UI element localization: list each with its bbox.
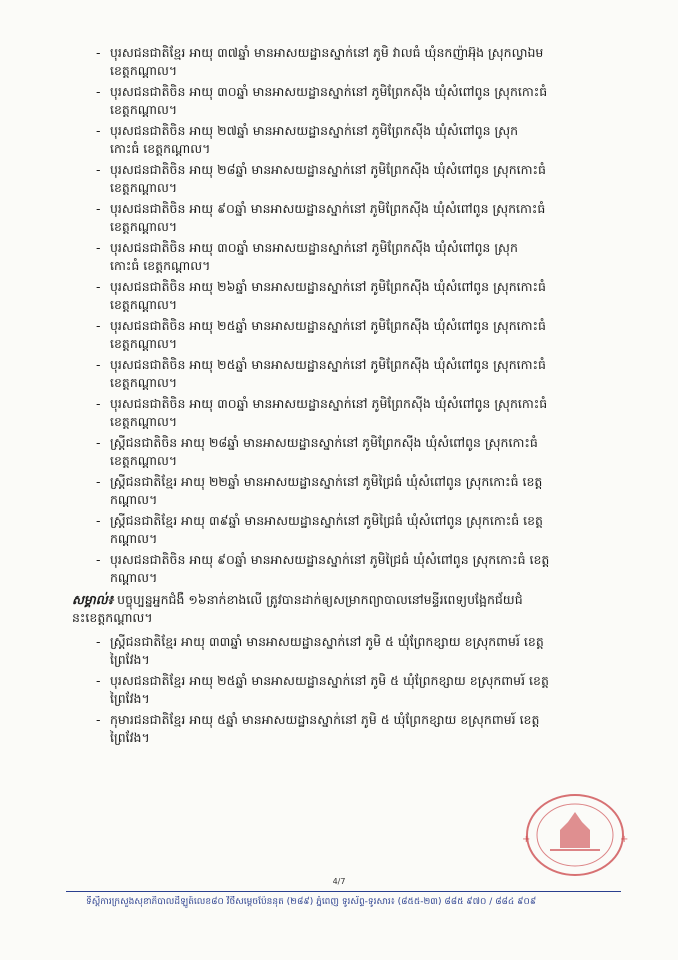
item-line-2: កណ្ដាល។ — [110, 531, 158, 546]
item-line-1: បុរសជនជាតិចិន អាយុ ២៦ឆ្នាំ មានអាសយដ្ឋានស្នាក់នៅ ភូមិព្រែកស៊ីង ឃុំសំពៅពូន ស្រុកកោះធំ — [110, 279, 546, 294]
item-line-1: ស្ត្រីជនជាតិខ្មែរ អាយុ ៣៣ឆ្នាំ មានអាសយដ្ឋានស្នាក់នៅ ភូមិ ៥ ឃុំព្រែកខ្សាយ ខស្រុកពាមរ៍ ខេត្ត — [110, 634, 544, 649]
bullet-dash: - — [96, 201, 101, 216]
item-line-2: ខេត្តកណ្ដាល។ — [110, 219, 178, 234]
list-item — [96, 672, 616, 708]
bullet-dash: - — [96, 474, 101, 489]
list-item — [96, 317, 616, 353]
item-line-1: បុរសជនជាតិចិន អាយុ ២៧ឆ្នាំ មានអាសយដ្ឋានស្នាក់នៅ ភូមិព្រែកស៊ីង ឃុំសំពៅពូន ស្រុក — [110, 123, 519, 138]
item-line-1: បុរសជនជាតិចិន អាយុ ៣០ឆ្នាំ មានអាសយដ្ឋានស្នាក់នៅ ភូមិព្រែកស៊ីង ឃុំសំពៅពូន ស្រុកកោះធំ — [110, 84, 548, 99]
bullet-dash: - — [96, 552, 101, 567]
list-item — [96, 434, 616, 470]
bullet-dash: - — [96, 240, 101, 255]
bullet-dash: - — [96, 279, 101, 294]
bullet-dash: - — [96, 634, 101, 649]
item-line-1: បុរសជនជាតិចិន អាយុ ៣០ឆ្នាំ មានអាសយដ្ឋានស្នាក់នៅ ភូមិព្រែកស៊ីង ឃុំសំពៅពូន ស្រុក — [110, 240, 518, 255]
item-line-2: កោះធំ ខេត្តកណ្ដាល។ — [110, 258, 211, 273]
list-item — [96, 356, 616, 392]
note-text-continued: នះខេត្តកណ្ដាល។ — [72, 610, 153, 625]
note-label: សម្គាល់៖ — [72, 592, 114, 607]
list-item — [96, 551, 616, 587]
item-line-2: ខេត្តកណ្ដាល។ — [110, 180, 178, 195]
item-line-2: ព្រៃវែង។ — [110, 691, 150, 706]
item-line-2: កោះធំ ខេត្តកណ្ដាល។ — [110, 141, 211, 156]
case-list-after-note — [96, 633, 616, 747]
item-line-1: បុរសជនជាតិចិន អាយុ ២៥ឆ្នាំ មានអាសយដ្ឋានស្នាក់នៅ ភូមិព្រែកស៊ីង ឃុំសំពៅពូន ស្រុកកោះធំ — [110, 357, 546, 372]
list-item — [96, 278, 616, 314]
bullet-dash: - — [96, 513, 101, 528]
bullet-dash: - — [96, 162, 101, 177]
note-paragraph — [72, 591, 612, 627]
item-line-1: បុរសជនជាតិខ្មែរ អាយុ ៣៧ឆ្នាំ មានអាសយដ្ឋានស្នាក់នៅ ភូមិ វាលធំ ឃុំនកញ៉ាអ៊ុង ស្រុកល្វាឯម — [110, 45, 544, 60]
bullet-dash: - — [96, 435, 101, 450]
item-line-2: កណ្ដាល។ — [110, 492, 158, 507]
item-line-1: ស្ត្រីជនជាតិខ្មែរ អាយុ ៣៩ឆ្នាំ មានអាសយដ្ឋានស្នាក់នៅ ភូមិជ្រៃធំ ឃុំសំពៅពូន ស្រុកកោះធំ ខេត្ត — [110, 513, 543, 528]
bullet-dash: - — [96, 396, 101, 411]
item-line-1: បុរសជនជាតិចិន អាយុ ៣០ឆ្នាំ មានអាសយដ្ឋានស្នាក់នៅ ភូមិព្រែកស៊ីង ឃុំសំពៅពូន ស្រុកកោះធំ — [110, 396, 548, 411]
svg-text:+: + — [522, 834, 531, 845]
item-line-2: ខេត្តកណ្ដាល។ — [110, 336, 178, 351]
bullet-dash: - — [96, 45, 101, 60]
item-line-1: បុរសជនជាតិចិន អាយុ ៩០ឆ្នាំ មានអាសយដ្ឋានស្នាក់នៅ ភូមិជ្រៃធំ ឃុំសំពៅពូន ស្រុកកោះធំ ខេត្ត — [110, 552, 550, 567]
item-line-2: ខេត្តកណ្ដាល។ — [110, 414, 178, 429]
item-line-2: ខេត្តកណ្ដាល។ — [110, 453, 178, 468]
list-item — [96, 44, 616, 80]
item-line-2: ព្រៃវែង។ — [110, 652, 150, 667]
item-line-2: កណ្ដាល។ — [110, 570, 158, 585]
item-line-1: ស្ត្រីជនជាតិខ្មែរ អាយុ ២២ឆ្នាំ មានអាសយដ្ឋានស្នាក់នៅ ភូមិជ្រៃធំ ឃុំសំពៅពូន ស្រុកកោះធំ ខេត្ត — [110, 474, 543, 489]
list-item — [96, 633, 616, 669]
list-item — [96, 512, 616, 548]
list-item — [96, 711, 616, 747]
official-seal-stamp — [520, 790, 630, 880]
list-item — [96, 200, 616, 236]
bullet-dash: - — [96, 673, 101, 688]
item-line-2: ខេត្តកណ្ដាល។ — [110, 297, 178, 312]
bullet-dash: - — [96, 123, 101, 138]
list-item — [96, 83, 616, 119]
bullet-dash: - — [96, 84, 101, 99]
item-line-1: បុរសជនជាតិចិន អាយុ ២៥ឆ្នាំ មានអាសយដ្ឋានស្នាក់នៅ ភូមិព្រែកស៊ីង ឃុំសំពៅពូន ស្រុកកោះធំ — [110, 318, 546, 333]
list-item — [96, 122, 616, 158]
bullet-dash: - — [96, 318, 101, 333]
list-item — [96, 473, 616, 509]
item-line-2: ខេត្តកណ្ដាល។ — [110, 375, 178, 390]
svg-text:+: + — [620, 834, 629, 845]
footer-divider — [66, 891, 621, 892]
list-item — [96, 161, 616, 197]
page-number: 4/7 — [332, 877, 346, 886]
list-item — [96, 239, 616, 275]
item-line-1: បុរសជនជាតិខ្មែរ អាយុ ២៥ឆ្នាំ មានអាសយដ្ឋានស្នាក់នៅ ភូមិ ៥ ឃុំព្រែកខ្សាយ ខស្រុកពាមរ៍ ខេត្ត — [110, 673, 549, 688]
list-item — [96, 395, 616, 431]
bullet-dash: - — [96, 357, 101, 372]
item-line-1: បុរសជនជាតិចិន អាយុ ៩០ឆ្នាំ មានអាសយដ្ឋានស្នាក់នៅ ភូមិព្រែកស៊ីង ឃុំសំពៅពូន ស្រុកកោះធំ — [110, 201, 546, 216]
note-text: បច្ចុប្បន្នអ្នកជំងឺ ១៦នាក់ខាងលើ ត្រូវបានដាក់ឲ្យសម្រាកព្យាបាលនៅមន្ទីរពេទ្យបង្អែកជ័យជំ — [113, 592, 523, 607]
item-line-2: ខេត្តកណ្ដាល។ — [110, 63, 178, 78]
item-line-1: កុមារជនជាតិខ្មែរ អាយុ ៥ឆ្នាំ មានអាសយដ្ឋានស្នាក់នៅ ភូមិ ៥ ឃុំព្រែកខ្សាយ ខស្រុកពាមរ៍ ខេត្ត — [110, 712, 540, 727]
bullet-dash: - — [96, 712, 101, 727]
item-line-1: ស្ត្រីជនជាតិចិន អាយុ ២៨ឆ្នាំ មានអាសយដ្ឋានស្នាក់នៅ ភូមិព្រែកស៊ីង ឃុំសំពៅពូន ស្រុកកោះធំ — [110, 435, 538, 450]
item-line-1: បុរសជនជាតិចិន អាយុ ២៨ឆ្នាំ មានអាសយដ្ឋានស្នាក់នៅ ភូមិព្រែកស៊ីង ឃុំសំពៅពូន ស្រុកកោះធំ — [110, 162, 546, 177]
document-body — [72, 44, 616, 750]
case-list-before-note — [96, 44, 616, 587]
item-line-2: ខេត្តកណ្ដាល។ — [110, 102, 178, 117]
footer-address: ទីស្តីការក្រសួងសុខាភិបាលដីឡូត៍លេខ៨០ វិថីសម្ដេចប៉ែននុត (២៨៩) ភ្នំពេញ ទូរស័ព្ទ-ទូរសារ៖ (៨៥៥-២៣) ៨៨៥ ៩៧០ / ៨៨៤ ៩០៩ — [86, 897, 537, 907]
item-line-2: ព្រៃវែង។ — [110, 730, 150, 745]
